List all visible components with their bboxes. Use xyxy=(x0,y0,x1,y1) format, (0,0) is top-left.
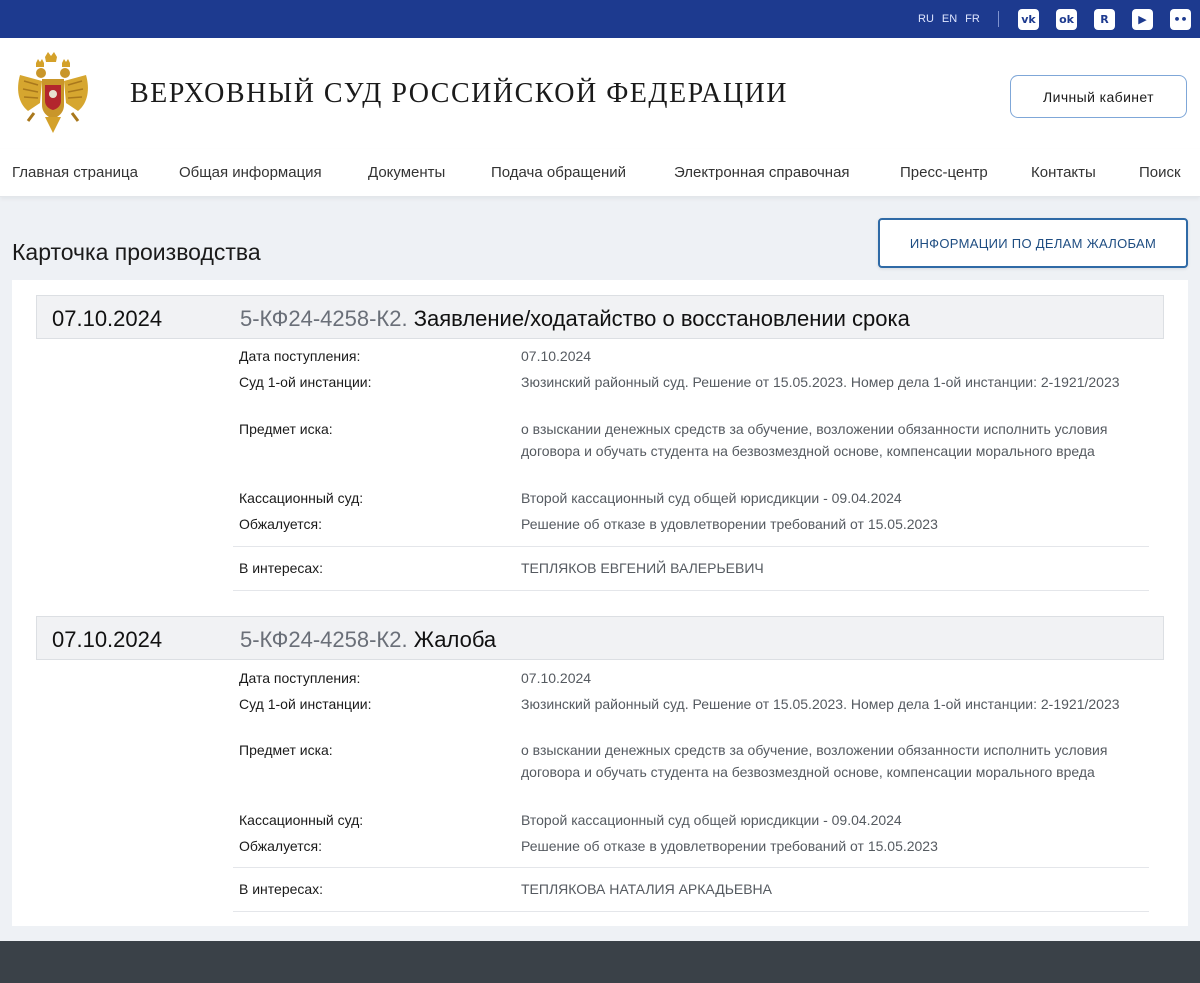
row-divider xyxy=(233,867,1149,868)
top-bar xyxy=(0,0,1200,38)
label-subject: Предмет иска: xyxy=(239,421,333,437)
nav-submit-appeals[interactable]: Подача обращений xyxy=(491,164,627,181)
value-cassation: Второй кассационный суд общей юрисдикции - 09.04.2024 xyxy=(521,490,902,506)
page-title: Карточка производства xyxy=(12,239,261,265)
site-header xyxy=(0,38,1200,149)
case-card xyxy=(12,280,1188,926)
complaints-info-button[interactable]: ИНФОРМАЦИИ ПО ДЕЛАМ ЖАЛОБАМ xyxy=(878,218,1188,268)
nav-press-center[interactable]: Пресс-центр xyxy=(900,164,988,181)
value-interests: ТЕПЛЯКОВА НАТАЛИЯ АРКАДЬЕВНА xyxy=(521,881,773,897)
coat-of-arms-icon[interactable] xyxy=(12,51,94,138)
label-interests: В интересах: xyxy=(239,881,324,897)
label-appealed: Обжалуется: xyxy=(239,838,322,854)
youtube-icon[interactable]: ▶ xyxy=(1132,9,1153,30)
case-item xyxy=(36,295,1164,576)
nav-home[interactable]: Главная страница xyxy=(12,164,138,181)
language-en[interactable]: EN xyxy=(941,13,958,25)
case-header xyxy=(36,616,1164,660)
site-title: ВЕРХОВНЫЙ СУД РОССИЙСКОЙ ФЕДЕРАЦИИ xyxy=(130,78,788,109)
label-subject: Предмет иска: xyxy=(239,742,333,758)
language-fr[interactable]: FR xyxy=(965,13,980,25)
nav-electronic-reference[interactable]: Электронная справочная xyxy=(674,164,850,181)
social-links xyxy=(1018,9,1191,30)
case-item xyxy=(36,616,1164,897)
label-interests: В интересах: xyxy=(239,560,324,576)
value-subject: о взыскании денежных средств за обучение, возложении обязанности исполнить условия договора и обучать студента на безвозмездной основе, компенсации морального вреда xyxy=(521,421,1108,459)
value-subject: о взыскании денежных средств за обучение, возложении обязанности исполнить условия договора и обучать студента на безвозмездной основе, компенсации морального вреда xyxy=(521,742,1108,780)
case-name: Жалоба xyxy=(413,627,497,652)
value-interests: ТЕПЛЯКОВ ЕВГЕНИЙ ВАЛЕРЬЕВИЧ xyxy=(521,560,764,576)
case-header xyxy=(36,295,1164,339)
nav-documents[interactable]: Документы xyxy=(368,164,446,181)
label-appealed: Обжалуется: xyxy=(239,516,322,532)
main-navigation xyxy=(0,149,1200,197)
case-title xyxy=(240,306,910,332)
personal-account-button[interactable]: Личный кабинет xyxy=(1010,75,1187,118)
label-first-court: Суд 1-ой инстанции: xyxy=(239,696,372,712)
label-cassation: Кассационный суд: xyxy=(239,490,364,506)
case-title xyxy=(240,627,496,653)
value-cassation: Второй кассационный суд общей юрисдикции - 09.04.2024 xyxy=(521,812,902,828)
value-received: 07.10.2024 xyxy=(521,348,592,364)
value-first-court: Зюзинский районный суд. Решение от 15.05.2023. Номер дела 1-ой инстанции: 2-1921/2023 xyxy=(521,374,1120,390)
value-first-court: Зюзинский районный суд. Решение от 15.05.2023. Номер дела 1-ой инстанции: 2-1921/2023 xyxy=(521,696,1120,712)
value-appealed: Решение об отказе в удовлетворении требований от 15.05.2023 xyxy=(521,516,938,532)
nav-general-info[interactable]: Общая информация xyxy=(179,164,322,181)
case-name: Заявление/ходатайство о восстановлении срока xyxy=(413,306,910,331)
odnoklassniki-icon[interactable]: ok xyxy=(1056,9,1077,30)
nav-search[interactable]: Поиск xyxy=(1139,164,1181,181)
label-received: Дата поступления: xyxy=(239,348,361,364)
row-divider xyxy=(233,546,1149,547)
site-footer xyxy=(0,941,1200,983)
label-first-court: Суд 1-ой инстанции: xyxy=(239,374,372,390)
case-number[interactable]: 5-КФ24-4258-К2. xyxy=(240,627,408,652)
case-number[interactable]: 5-КФ24-4258-К2. xyxy=(240,306,408,331)
label-cassation: Кассационный суд: xyxy=(239,812,364,828)
vk-icon[interactable]: vk xyxy=(1018,9,1039,30)
label-received: Дата поступления: xyxy=(239,670,361,686)
case-date: 07.10.2024 xyxy=(52,306,163,331)
value-appealed: Решение об отказе в удовлетворении требований от 15.05.2023 xyxy=(521,838,938,854)
case-date: 07.10.2024 xyxy=(52,627,163,652)
row-divider xyxy=(233,911,1149,912)
value-received: 07.10.2024 xyxy=(521,670,592,686)
row-divider xyxy=(233,590,1149,591)
nav-contacts[interactable]: Контакты xyxy=(1031,164,1096,181)
language-ru[interactable]: RU xyxy=(918,13,934,25)
topbar-divider xyxy=(998,11,999,27)
language-switcher xyxy=(918,13,980,25)
flickr-icon[interactable]: •• xyxy=(1170,9,1191,30)
rutube-icon[interactable]: R xyxy=(1094,9,1115,30)
